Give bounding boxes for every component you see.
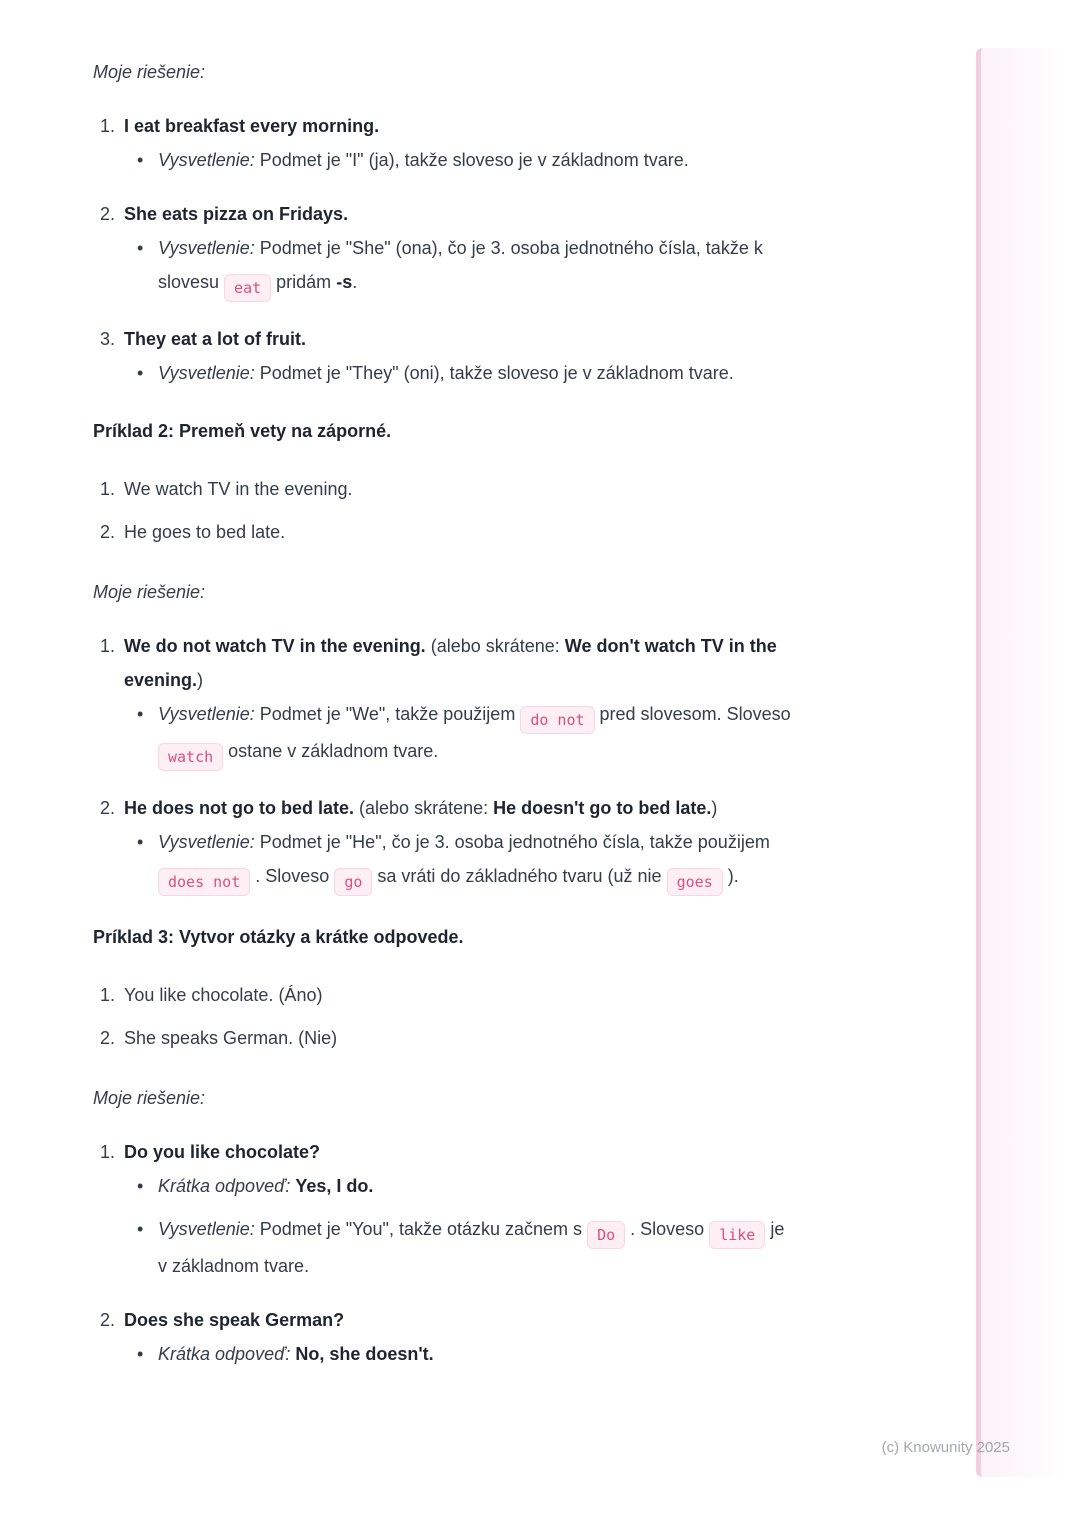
short-answer-value: Yes, I do. [295,1176,374,1196]
explanation-label: Vysvetlenie: [158,238,255,258]
explanation-body: je v základnom tvare. [158,1219,785,1276]
solution-sentence-line [124,629,798,697]
explanation-text [158,143,798,177]
bullet-marker: • [137,238,144,258]
short-answer-bullet [124,1337,798,1371]
explanation-bullet [124,825,798,896]
document-body [93,0,798,1371]
solution-sentence: I eat breakfast every morning. [124,116,380,136]
punctuation: ) [711,798,718,818]
explanation-body: Podmet je "They" (oni), takže sloveso je v základnom tvare. [259,363,734,383]
alt-sentence: We don't watch TV in the evening. [124,636,777,690]
solution-sentence: They eat a lot of fruit. [124,329,307,349]
bullet-marker: • [137,1344,144,1364]
explanation-body: . Sloveso [255,866,330,886]
explanation-label: Vysvetlenie: [158,832,255,852]
solution-item [100,109,798,177]
item-number: 2. [100,798,116,818]
explanation-bullet [124,143,798,177]
explanation-text [158,825,798,896]
solution-sentence: She eats pizza on Fridays. [124,204,349,224]
copyright-notice: (c) Knowunity 2025 [881,1439,1010,1456]
solution-sentence-line [124,197,798,231]
item-number: 1. [100,1142,116,1162]
solution-sentence-line [124,791,798,825]
explanation-label: Vysvetlenie: [158,363,255,383]
example2-solution-list [100,629,798,896]
inline-code-badge: Do [587,1221,625,1249]
short-answer-bullet [124,1169,798,1203]
explanation-body: Podmet je "You", takže otázku začnem s [259,1219,583,1239]
explanation-label: Vysvetlenie: [158,704,255,724]
item-number: 2. [100,1310,116,1330]
example2-task-list [100,472,798,549]
alt-intro: (alebo skrátene: [359,798,489,818]
example3-task-list [100,978,798,1055]
solution-item [100,1135,798,1283]
explanation-body: Podmet je "She" (ona), čo je 3. osoba jednotného čísla, takže k slovesu [158,238,763,292]
item-content [124,197,798,302]
explanation-body: ). [727,866,739,886]
inline-code-badge: goes [667,868,723,896]
item-content [124,791,798,896]
solution-sentence-line [124,1135,798,1169]
bullet-marker: • [137,150,144,170]
solution-sentence: Does she speak German? [124,1310,345,1330]
inline-code-badge: does not [158,868,250,896]
task-item [100,472,798,506]
punctuation: . [352,272,358,292]
short-answer-label: Krátka odpoveď: [158,1176,291,1196]
task-item [100,1021,798,1055]
task-item [100,978,798,1012]
inline-code-badge: watch [158,743,223,771]
explanation-body: Podmet je "We", takže použijem [259,704,516,724]
bullet-marker: • [137,704,144,724]
short-answer-text [158,1337,798,1371]
item-content [124,109,798,177]
punctuation: ) [197,670,204,690]
solution-item [100,1303,798,1371]
item-content [124,1303,798,1371]
explanation-body: . Sloveso [630,1219,705,1239]
explanation-body: pred slovesom. Sloveso [599,704,791,724]
explanation-bullet [124,697,798,771]
explanation-text [158,697,798,771]
solution-item [100,629,798,771]
task-text: She speaks German. (Nie) [124,1028,338,1048]
solution-item [100,197,798,302]
explanation-text [158,1212,798,1283]
item-number: 1. [100,985,116,1005]
short-answer-text [158,1169,798,1203]
solution-sentence-line [124,109,798,143]
explanation-text [158,356,798,390]
inline-code-badge: like [709,1221,765,1249]
short-answer-value: No, she doesn't. [295,1344,434,1364]
explanation-text [158,231,798,302]
explanation-label: Vysvetlenie: [158,150,255,170]
item-number: 2. [100,204,116,224]
example1-solution-list [100,197,798,302]
example3-solution-list [100,1135,798,1371]
alt-sentence: He doesn't go to bed late. [493,798,712,818]
item-number: 1. [100,479,116,499]
example3-heading: Príklad 3: Vytvor otázky a krátke odpovede. [93,927,464,947]
example1-solution-list [100,322,798,390]
task-text: You like chocolate. (Áno) [124,985,323,1005]
task-text: He goes to bed late. [124,522,286,542]
bullet-marker: • [137,1176,144,1196]
example1-solution-list [100,109,798,177]
item-content [124,322,798,390]
solution-sentence: He does not go to bed late. [124,798,355,818]
solution-sentence-line [124,1303,798,1337]
solution-sentence: Do you like chocolate? [124,1142,321,1162]
solution-sentence-line [124,322,798,356]
solution-label: Moje riešenie: [93,62,206,82]
explanation-body: ostane v základnom tvare. [228,741,439,761]
solution-item [100,791,798,896]
solution-label: Moje riešenie: [93,582,206,602]
item-number: 1. [100,116,116,136]
item-number: 2. [100,522,116,542]
bullet-marker: • [137,1219,144,1239]
explanation-body: Podmet je "He", čo je 3. osoba jednotného čísla, takže použijem [259,832,770,852]
page-edge-strip [976,48,1080,1477]
inline-code-badge: eat [224,274,271,302]
solution-sentence: We do not watch TV in the evening. [124,636,426,656]
item-content [124,629,798,771]
short-answer-label: Krátka odpoveď: [158,1344,291,1364]
task-item [100,515,798,549]
inline-code-badge: go [334,868,372,896]
explanation-bullet [124,231,798,302]
bullet-marker: • [137,363,144,383]
item-number: 3. [100,329,116,349]
solution-item [100,322,798,390]
bullet-marker: • [137,832,144,852]
bold-suffix: -s [336,272,353,292]
explanation-label: Vysvetlenie: [158,1219,255,1239]
explanation-body: sa vráti do základného tvaru (už nie [377,866,662,886]
explanation-body: pridám [276,272,332,292]
explanation-bullet [124,356,798,390]
item-number: 2. [100,1028,116,1048]
inline-code-badge: do not [520,706,594,734]
item-number: 1. [100,636,116,656]
explanation-body: Podmet je "I" (ja), takže sloveso je v základnom tvare. [259,150,689,170]
example2-heading: Príklad 2: Premeň vety na záporné. [93,421,392,441]
solution-label: Moje riešenie: [93,1088,206,1108]
task-text: We watch TV in the evening. [124,479,353,499]
item-content [124,1135,798,1283]
explanation-bullet [124,1212,798,1283]
alt-intro: (alebo skrátene: [430,636,560,656]
